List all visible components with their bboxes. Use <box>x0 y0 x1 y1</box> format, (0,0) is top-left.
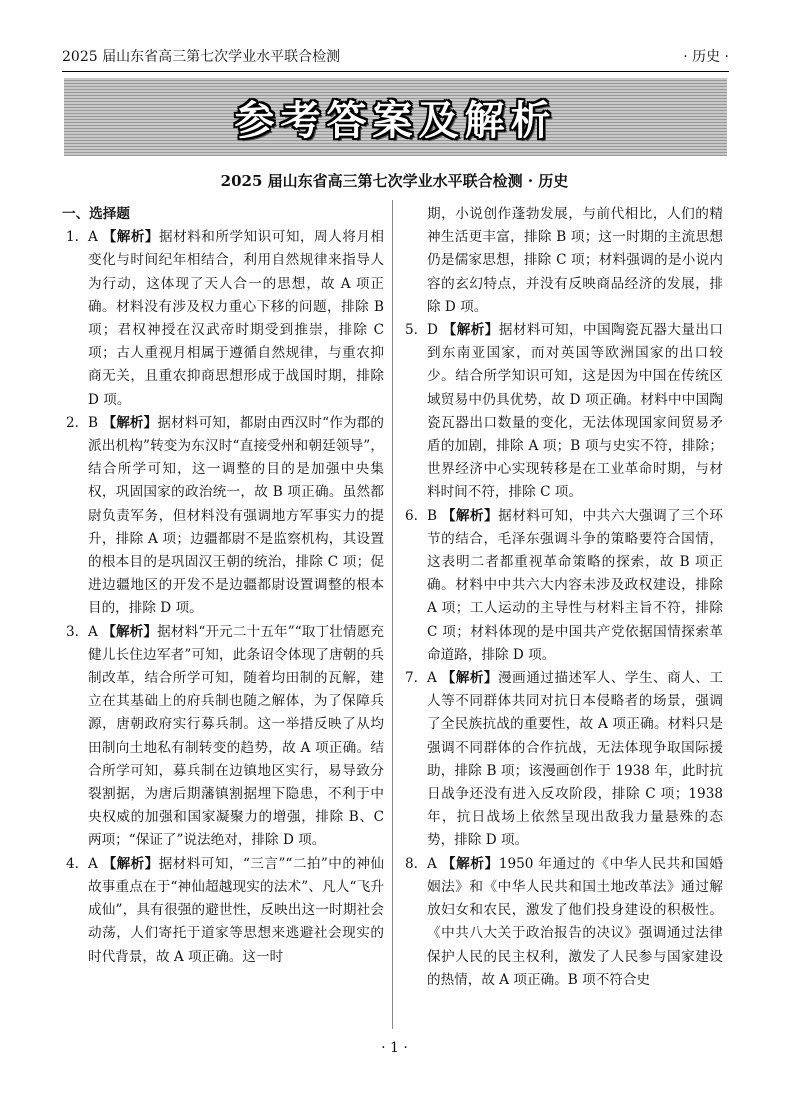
analysis-tag: 【解析】 <box>102 623 158 640</box>
item-answer: A <box>88 229 98 246</box>
item-text: 据材料可知，都尉由西汉时“作为郡的派出机构”转变为东汉时“直接受州和朝廷领导”，结合所学可知，这一调整的目的是加强中央集权，巩固国家的政治统一，故 B 项正确。虽然都尉负责军务，但材料没有强调地方军事实力的提升，排除 A 项；边疆都尉不是监察机构，其设置的根本目的是巩固汉王朝的统治，排除 C 项；促进边疆地区的开发不是边疆都尉设置调整的根本目的，排除 D 项。 <box>88 414 385 617</box>
answer-item <box>62 853 384 969</box>
left-column <box>62 203 384 969</box>
item-number: 5. <box>405 322 418 339</box>
answer-item <box>401 505 723 667</box>
section-heading: 一、选择题 <box>62 206 130 222</box>
item-answer: A <box>427 670 437 687</box>
header-left-title: 2025 届山东省高三第七次学业水平联合检测 <box>62 49 341 65</box>
item-answer: A <box>427 855 437 872</box>
title-banner <box>64 78 727 156</box>
banner-title: 参考答案及解析 <box>234 97 557 144</box>
document-subtitle: 2025 届山东省高三第七次学业水平联合检测 · 历史 <box>220 172 569 190</box>
analysis-tag: 【解析】 <box>102 414 158 431</box>
item-text: 据材料可知，中国陶瓷瓦器大量出口到东南亚国家，而对英国等欧洲国家的出口较少。结合所学知识可知，这是因为中国在传统区域贸易中仍具优势，故 D 项正确。材料中中国陶瓷瓦器出口数量的变化，无法体现国家间贸易矛盾的加剧，排除 A 项；B 项与史实不符，排除；世界经济中心实现转移是在工业革命时期，与材料时间不符，排除 C 项。 <box>427 322 723 501</box>
analysis-tag: 【解析】 <box>102 229 160 246</box>
item-number: 2. <box>66 414 79 431</box>
column-divider <box>392 200 393 1029</box>
item-text: 1950 年通过的《中华人民共和国婚姻法》和《中华人民共和国土地改革法》通过解放妇女和农民，激发了他们投身建设的积极性。《中共八大关于政治报告的决议》强调通过法律保护人民的民主权利，激发了人民参与国家建设的热情，故 A 项正确。B 项不符合史 <box>427 855 724 988</box>
header-divider <box>62 71 729 72</box>
item-answer: B <box>427 507 437 524</box>
item-answer: B <box>88 414 98 431</box>
answer-item <box>401 853 723 992</box>
answer-item <box>401 319 723 505</box>
answer-item <box>62 621 384 853</box>
analysis-tag: 【解析】 <box>442 322 499 339</box>
item-number: 6. <box>405 507 418 524</box>
analysis-tag: 【解析】 <box>102 855 159 872</box>
analysis-tag: 【解析】 <box>441 855 499 872</box>
answer-item <box>401 667 723 853</box>
item-answer: A <box>88 623 98 640</box>
right-column <box>401 203 723 992</box>
answer-item <box>62 412 384 621</box>
item-number: 1. <box>66 229 79 246</box>
page-number: · 1 · <box>381 1040 408 1056</box>
item-answer: D <box>427 322 438 339</box>
answer-item <box>62 226 384 412</box>
item-text: 据材料可知，中共六大强调了三个环节的结合，毛泽东强调斗争的策略要符合国情，这表明二者都重视革命策略的探索，故 B 项正确。材料中中共六大内容未涉及政权建设，排除 A 项；工人运动的主导性与材料主旨不符，排除 C 项；材料体现的是中国共产党依据国情探索革命道路，排除 D 项。 <box>427 507 724 663</box>
item-number: 8. <box>405 855 418 872</box>
item-number: 3. <box>66 623 79 640</box>
item-text: 据材料“开元二十五年”“取丁壮情愿充健儿长住边军者”可知，此条诏令体现了唐朝的兵制改革，结合所学可知，随着均田制的瓦解，建立在其基础上的府兵制也随之解体，为了保障兵源，唐朝政府实行募兵制。这一举措反映了从均田制向土地私有制转变的趋势，故 A 项正确。结合所学可知，募兵制在边镇地区实行，易导致分裂割据，为唐后期藩镇割据埋下隐患，不利于中央权威的加强和国家凝聚力的增强，排除 B、C 两项；“保证了”说法绝对，排除 D 项。 <box>88 623 384 849</box>
item-number: 7. <box>405 670 418 687</box>
item-answer: A <box>88 855 98 872</box>
item-text: 漫画通过描述军人、学生、商人、工人等不同群体共同对抗日本侵略者的场景，强调了全民族抗战的重要性，故 A 项正确。材料只是强调不同群体的合作抗战，无法体现争取国际援助，排除 B 项；该漫画创作于 1938 年，此时抗日战争还没有进入反攻阶段，排除 C 项；1938 年，抗日战场上依然呈现出敌我力量悬殊的态势，排除 D 项。 <box>427 670 724 849</box>
analysis-tag: 【解析】 <box>441 507 499 524</box>
item-text: 据材料和所学知识可知，周人将月相变化与时间纪年相结合，利用自然规律来指导人为行动，这体现了天人合一的思想，故 A 项正确。材料没有涉及权力重心下移的问题，排除 B 项；君权神授在汉武帝时期受到推崇，排除 C 项；古人重视月相属于遵循自然规律，与重农抑商无关，且重农抑商思想形成于战国时期，排除 D 项。 <box>88 229 385 408</box>
analysis-tag: 【解析】 <box>441 670 499 687</box>
page-header <box>62 44 729 68</box>
item-4-continuation: 期，小说创作蓬勃发展，与前代相比，人们的精神生活更丰富，排除 B 项；这一时期的主流思想仍是儒家思想，排除 C 项；材料强调的是小说内容的玄幻特点，并没有反映商品经济的发展，排除 D 项。 <box>427 206 723 315</box>
item-text: 据材料可知，“三言”“二拍”中的神仙故事重点在于“神仙超越现实的法术”、凡人“飞升成仙”，具有很强的避世性，反映出这一时期社会动荡，人们寄托于道家等思想来逃避社会现实的时代背景，故 A 项正确。这一时 <box>88 855 384 965</box>
header-subject: · 历史 · <box>683 49 729 65</box>
item-number: 4. <box>66 855 79 872</box>
